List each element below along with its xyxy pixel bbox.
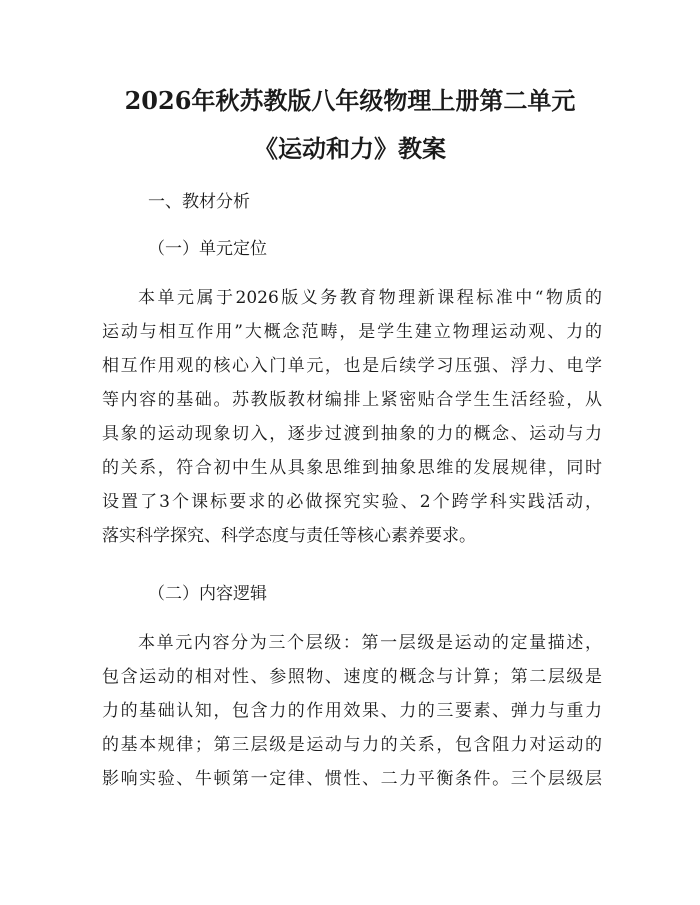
paragraph-line: 设置了3个课标要求的必做探究实验、2个跨学科实践活动， [102,492,602,512]
paragraph-line: 包含运动的相对性、参照物、速度的概念与计算；第二层级是 [102,667,602,687]
paragraph-line: 力的基础认知，包含力的作用效果、力的三要素、弹力与重力 [102,701,602,721]
paragraph-line: 的基本规律；第三层级是运动与力的关系，包含阻力对运动的 [102,735,602,755]
section-heading-textbook-analysis: 一、教材分析 [148,192,250,212]
document-title-line-2: 《运动和力》教案 [254,134,446,163]
document-title-line-1: 2026年秋苏教版八年级物理上册第二单元 [124,86,576,115]
paragraph-line: 具象的运动现象切入，逐步过渡到抽象的力的概念、运动与力 [102,424,602,444]
paragraph-line: 本单元内容分为三个层级：第一层级是运动的定量描述， [138,633,602,653]
paragraph-line: 相互作用观的核心入门单元，也是后续学习压强、浮力、电学 [102,356,602,376]
paragraph-line: 本单元属于2026版义务教育物理新课程标准中“物质的 [138,288,602,308]
paragraph-line: 的关系，符合初中生从具象思维到抽象思维的发展规律，同时 [102,458,602,478]
paragraph-line: 落实科学探究、科学态度与责任等核心素养要求。 [102,526,476,546]
paragraph-line: 运动与相互作用”大概念范畴，是学生建立物理运动观、力的 [102,322,602,342]
subsection-heading-content-logic: （二）内容逻辑 [148,584,267,604]
paragraph-line: 影响实验、牛顿第一定律、惯性、二力平衡条件。三个层级层 [102,769,602,789]
paragraph-line: 等内容的基础。苏教版教材编排上紧密贴合学生生活经验，从 [102,390,602,410]
subsection-heading-unit-positioning: （一）单元定位 [148,239,267,259]
